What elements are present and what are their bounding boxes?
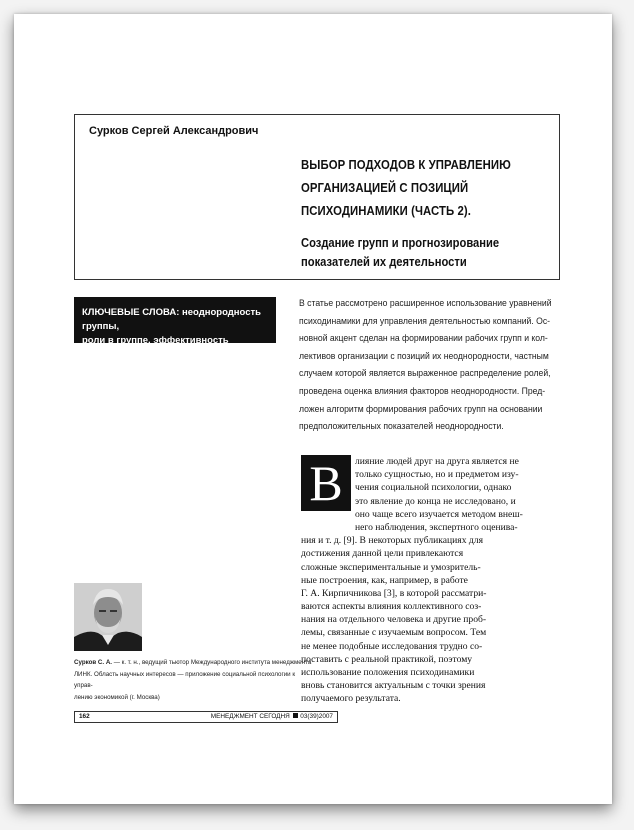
title-box xyxy=(74,114,560,280)
body-line: только сущностью, но и предметом изу- xyxy=(355,469,519,481)
issue-number: 03(39)2007 xyxy=(300,713,333,720)
page-number: 162 xyxy=(79,713,90,720)
bio-text: ЛИНК. Область научных интересов — приложение социальной психологии к управ- xyxy=(74,670,296,689)
article-title xyxy=(301,153,550,222)
body-line: получаемого результата. xyxy=(301,693,401,705)
title-line: ОРГАНИЗАЦИЕЙ С ПОЗИЦИЙ xyxy=(301,180,469,195)
body-line: ные построения, как, например, в работе xyxy=(301,574,468,586)
abstract-line: ложен алгоритм формирования рабочих групп на основании xyxy=(299,402,543,414)
abstract-line: предположительных показателей неоднородности. xyxy=(299,420,504,432)
author-portrait-image xyxy=(74,583,142,651)
bio-text: — к. т. н., ведущий тьютор Международного института менеджмента xyxy=(112,659,312,666)
author-photo xyxy=(74,583,142,651)
body-line: ваются аспекты влияния коллективного соз- xyxy=(301,601,482,613)
body-line: чения социальной психологии, однако xyxy=(355,482,512,494)
body-line: использование положения психодинамики xyxy=(301,667,475,678)
abstract-line: В статье рассмотрено расширенное использование уравнений xyxy=(299,297,552,308)
bio-name: Сурков С. А. xyxy=(74,659,113,666)
abstract-line: новной акцент сделан на формировании рабочих групп и кол- xyxy=(299,332,548,344)
body-line: ния и т. д. [9]. В некоторых публикациях для xyxy=(301,535,483,547)
subtitle-line: показателей их деятельности xyxy=(301,254,467,269)
subtitle-line: Создание групп и прогнозирование xyxy=(301,235,500,250)
author-name: Сурков Сергей Александрович xyxy=(89,125,259,137)
article-subtitle xyxy=(301,233,550,271)
dropcap: В xyxy=(301,455,351,511)
journal-page xyxy=(14,14,612,804)
keywords-box xyxy=(74,297,276,360)
body-line: достижения данной цели привлекаются xyxy=(301,548,464,560)
keywords-line: КЛЮЧЕВЫЕ СЛОВА: неоднородность группы, xyxy=(82,307,261,332)
body-line: лемы, связанные с изучаемым вопросом. Тем xyxy=(301,627,487,639)
abstract xyxy=(299,294,575,435)
body-line: оно чаще всего изучается методом внеш- xyxy=(355,508,523,520)
keywords-line: роли в группе, эффективность организации xyxy=(82,335,229,360)
square-icon xyxy=(293,713,298,718)
abstract-line: лективов организации с позиций их неоднородности, частным xyxy=(299,349,549,361)
body-line: него наблюдения, экспертного оценива- xyxy=(355,521,518,533)
author-bio xyxy=(74,657,314,703)
abstract-line: психодинамики для управления деятельностью компаний. Ос- xyxy=(299,314,551,326)
magazine-name: МЕНЕДЖМЕНТ СЕГОДНЯ xyxy=(210,713,290,720)
body-line: это явление до конца не исследовано, и xyxy=(355,495,516,507)
bio-text: лению экономикой (г. Москва) xyxy=(74,693,160,701)
body-line: сложные экспериментальные и умозритель- xyxy=(301,561,481,573)
body-line: нания на отдельного человека и другие проб- xyxy=(301,614,487,626)
page-footer xyxy=(74,711,338,723)
magazine-info xyxy=(211,712,333,722)
body-line: лияние людей друг на друга является не xyxy=(355,456,519,467)
body-line: поставить с реальной практикой, поэтому xyxy=(301,653,473,665)
abstract-line: проведена оценка влияния факторов неоднородности. Пред- xyxy=(299,384,546,396)
body-line: не менее подобные исследования трудно со- xyxy=(301,640,483,652)
body-line: вновь становится актуальным с точки зрения xyxy=(301,680,486,692)
title-line: ВЫБОР ПОДХОДОВ К УПРАВЛЕНИЮ xyxy=(301,157,511,172)
abstract-line: случаем которой является выраженное распределение ролей, xyxy=(299,367,551,379)
title-line: ПСИХОДИНАМИКИ (ЧАСТЬ 2). xyxy=(301,203,471,218)
body-line: Г. А. Кирпичникова [3], в которой рассматри- xyxy=(301,587,487,599)
